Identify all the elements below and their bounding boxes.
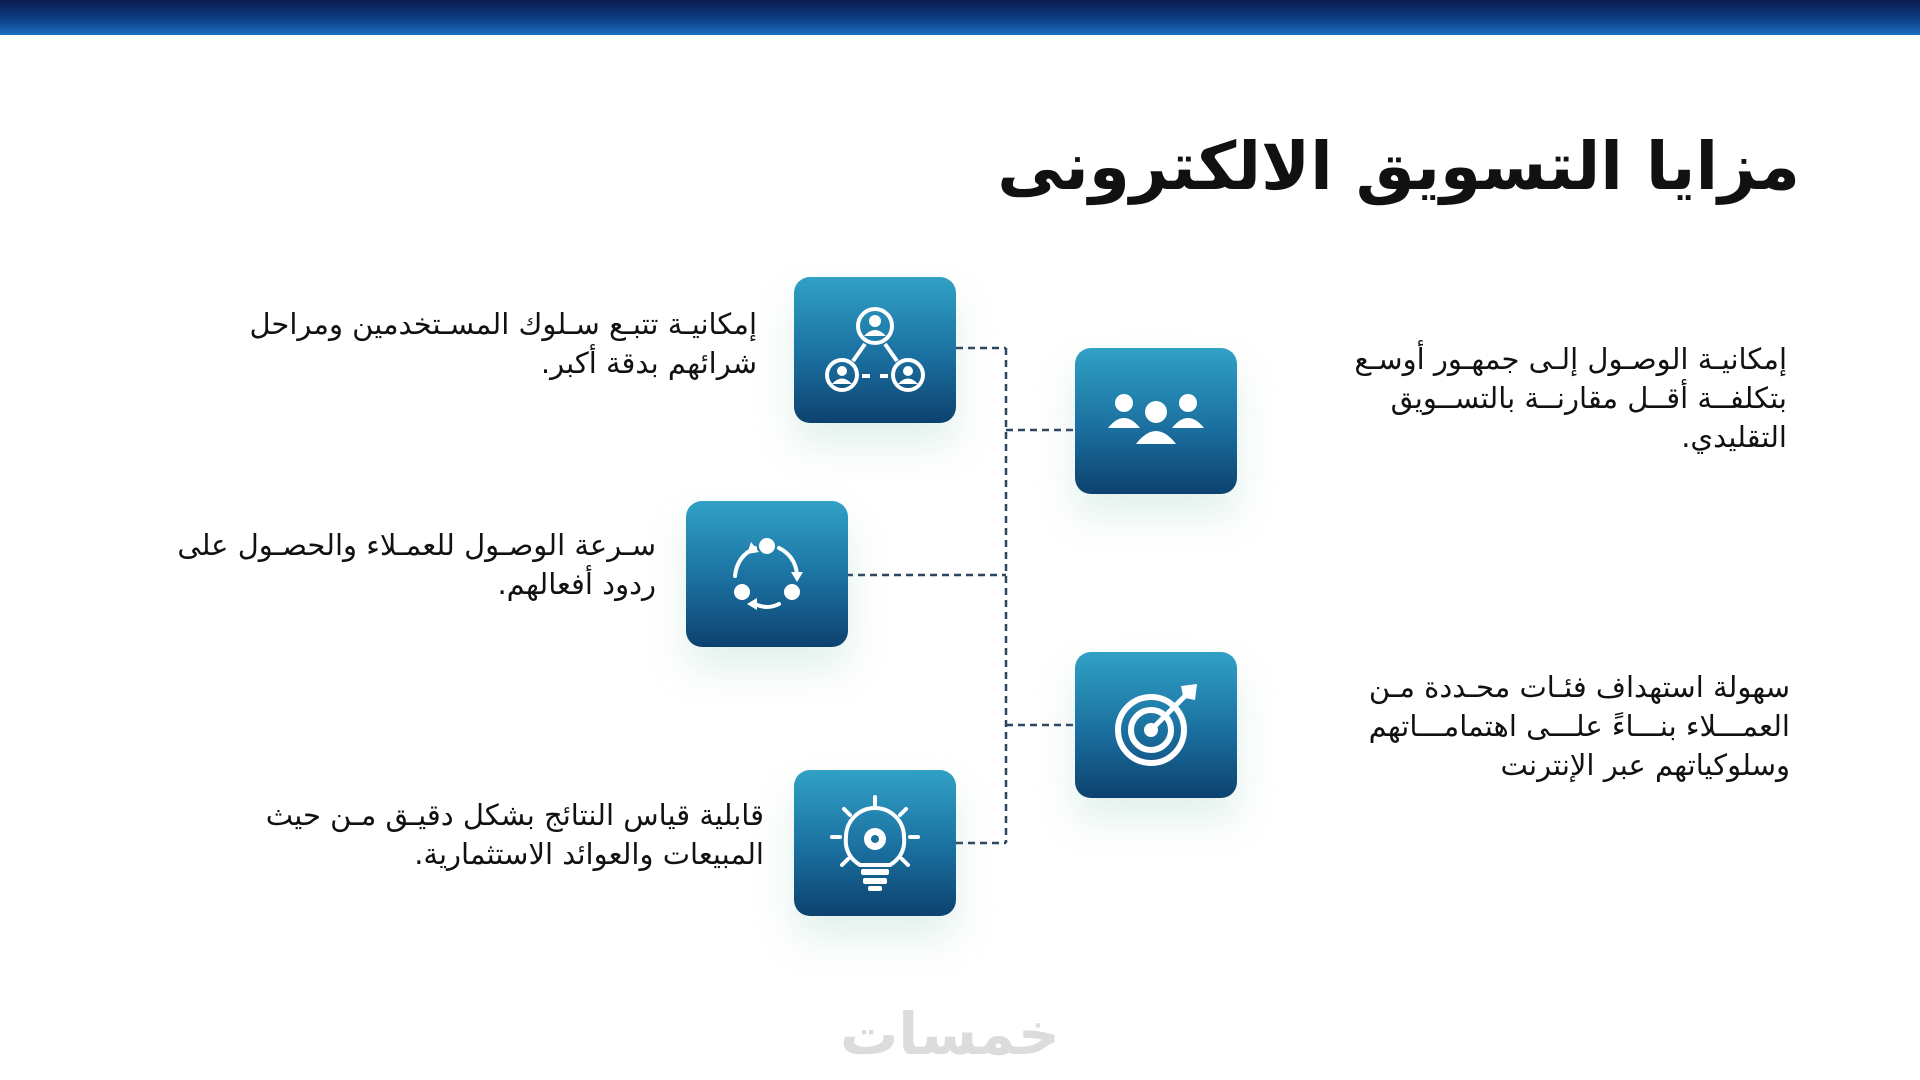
feature-tile-wider-audience <box>1075 348 1237 494</box>
cycle-arrows-icon <box>727 534 807 614</box>
target-icon <box>1111 680 1201 770</box>
feature-text-targeting: سهولة استهداف فئـات محـددة مـن العمـــلاء بنـــاءً علـــى اهتمامـــاتهم وسلوكياتهم عبر الإنترنت <box>1368 670 1790 782</box>
feature-tile-track-behavior <box>794 277 956 423</box>
watermark-logo: خمسات <box>840 1000 1060 1068</box>
feature-tile-speed <box>686 501 848 647</box>
feature-text-measurement: قابلية قياس النتائج بشكل دقيـق مـن حيث المبيعات والعوائد الاستثمارية. <box>265 798 764 871</box>
feature-text-speed: سـرعة الوصـول للعمـلاء والحصـول على ردود أفعالهم. <box>177 528 656 601</box>
feature-text-wider-audience: إمكانيـة الوصـول إلـى جمهـور أوسـع بتكلفــة أقــل مقارنــة بالتســويق التقليدي. <box>1354 342 1787 454</box>
lightbulb-gear-icon <box>830 793 920 893</box>
feature-tile-targeting <box>1075 652 1237 798</box>
slide-title: مزايا التسويق الالكترونى <box>997 128 1800 205</box>
feature-text-track-behavior: إمكانيـة تتبـع سـلوك المسـتخدمين ومراحل شرائهم بدقة أكبر. <box>249 307 757 380</box>
group-users-icon <box>1106 386 1206 456</box>
network-users-icon <box>820 300 930 400</box>
feature-tile-measurement <box>794 770 956 916</box>
